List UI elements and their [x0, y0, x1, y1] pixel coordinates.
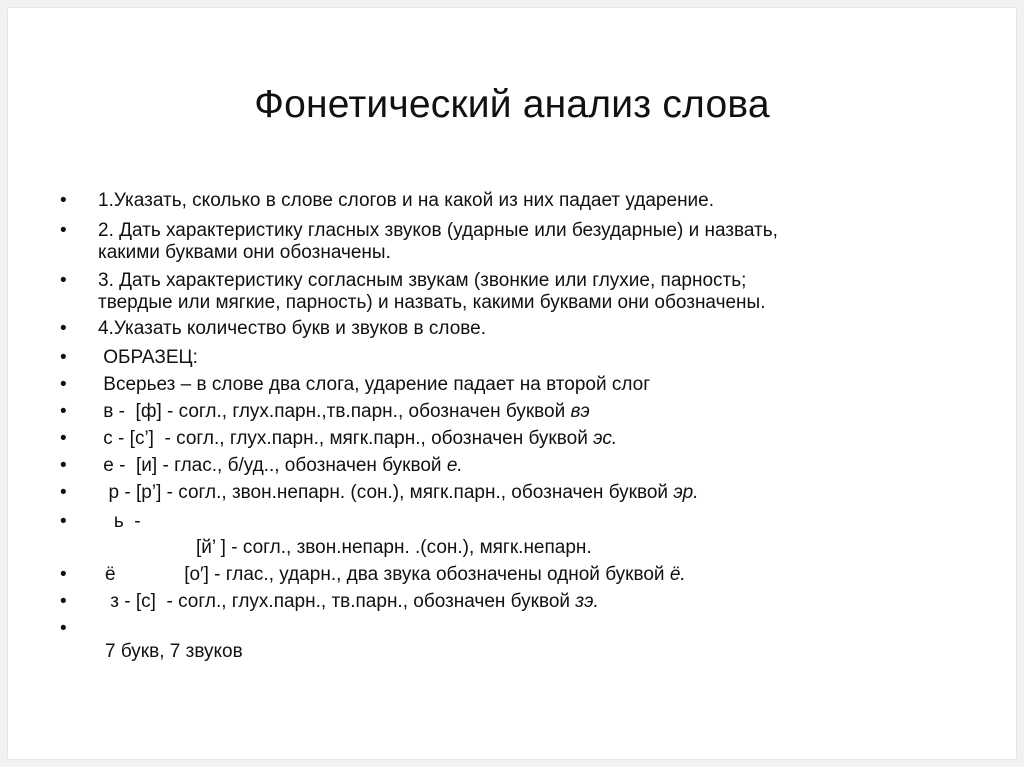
bullet-dot: • — [60, 318, 67, 339]
letter-name: вэ — [570, 401, 590, 422]
bullet-dot: • — [60, 270, 67, 291]
list-item-text: в - [ф] - согл., глух.парн.,тв.парн., обозначен буквой — [98, 401, 571, 422]
letter-name: е. — [446, 455, 463, 476]
letter-name: ё. — [669, 564, 686, 585]
list-item-sample-heading: ОБРАЗЕЦ: — [98, 347, 198, 368]
list-item-soft-sign-sound: [й’ ] - согл., звон.непарн. .(сон.), мягк.непарн. — [196, 537, 592, 558]
list-item-step-1: 1.Указать, сколько в слове слогов и на какой из них падает ударение. — [98, 190, 715, 211]
list-item-text: е - [и] - глас., б/уд.., обозначен буквой — [98, 455, 447, 476]
list-item-text: с - [с’] - согл., глух.парн., мягк.парн., обозначен буквой — [98, 428, 594, 449]
slide-title: Фонетический анализ слова — [254, 83, 770, 126]
bullet-list — [8, 8, 1016, 759]
list-item-summary: 7 букв, 7 звуков — [105, 641, 243, 662]
bullet-dot: • — [60, 374, 67, 395]
letter-name: эр. — [673, 482, 699, 503]
bullet-dot: • — [60, 401, 67, 422]
bullet-dot: • — [60, 455, 67, 476]
bullet-dot: • — [60, 190, 67, 211]
bullet-dot: • — [60, 220, 67, 241]
list-item-letter-yo — [105, 564, 686, 585]
bullet-dot: • — [60, 591, 67, 612]
list-item-letter-z — [105, 591, 599, 612]
list-item-step-3-cont: твердые или мягкие, парность) и назвать, какими буквами они обозначены. — [98, 292, 766, 313]
bullet-dot: • — [60, 618, 67, 639]
bullet-dot: • — [60, 511, 67, 532]
letter-name: зэ. — [575, 591, 599, 612]
list-item-letter-e — [98, 455, 463, 476]
list-item-letter-s — [98, 428, 617, 449]
letter-name: эс. — [593, 428, 618, 449]
list-item-step-2: 2. Дать характеристику гласных звуков (ударные или безударные) и назвать, — [98, 220, 778, 241]
bullet-dot: • — [60, 347, 67, 368]
bullet-dot: • — [60, 428, 67, 449]
list-item-step-4: 4.Указать количество букв и звуков в слове. — [98, 318, 487, 339]
list-item-text: ё [о′] - глас., ударн., два звука обозначены одной буквой — [105, 564, 670, 585]
list-item-text: р - [р’] - согл., звон.непарн. (сон.), мягк.парн., обозначен буквой — [98, 482, 674, 503]
list-item-letter-v — [98, 401, 590, 422]
bullet-dot: • — [60, 564, 67, 585]
list-item-text: з - [с] - согл., глух.парн., тв.парн., обозначен буквой — [105, 591, 576, 612]
bullet-dot: • — [60, 482, 67, 503]
list-item-soft-sign: ь - — [98, 511, 141, 532]
list-item-sample-word: Всерьез – в слове два слога, ударение падает на второй слог — [98, 374, 651, 395]
slide — [8, 8, 1016, 759]
list-item-letter-r — [98, 482, 699, 503]
list-item-step-2-cont: какими буквами они обозначены. — [98, 242, 391, 263]
list-item-step-3: 3. Дать характеристику согласным звукам (звонкие или глухие, парность; — [98, 270, 747, 291]
